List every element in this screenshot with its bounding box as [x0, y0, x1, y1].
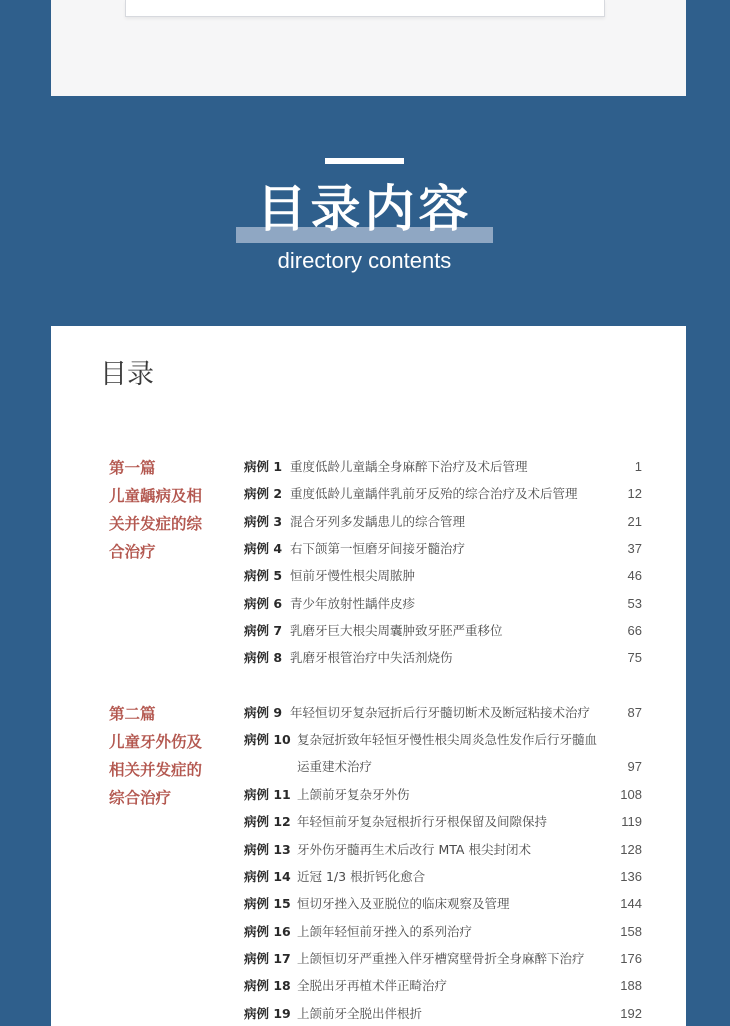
section-title: 目录内容	[256, 180, 473, 238]
case-number: 病例 12	[244, 814, 291, 829]
case-number: 病例 19	[244, 1006, 291, 1021]
case-title: 上颌恒切牙严重挫入伴牙槽窝壁骨折全身麻醉下治疗	[297, 951, 585, 966]
case-number: 病例 16	[244, 924, 291, 939]
case-title: 乳磨牙根管治疗中失活剂烧伤	[290, 650, 453, 665]
case-title: 上颌前牙全脱出伴根折	[297, 1006, 423, 1021]
page-number: 188	[620, 978, 642, 993]
case-number: 病例 11	[244, 787, 291, 802]
page-number: 144	[620, 896, 642, 911]
page-number: 21	[627, 514, 642, 529]
part-label-line: 关并发症的综	[109, 515, 203, 533]
page-number: 1	[634, 459, 642, 474]
page-number: 53	[627, 596, 642, 611]
case-title: 年轻恒切牙复杂冠折后行牙髓切断术及断冠粘接术治疗	[290, 705, 591, 720]
case-number: 病例 17	[244, 951, 291, 966]
toc-card	[51, 326, 686, 1026]
case-number: 病例 15	[244, 896, 291, 911]
case-title: 右下颌第一恒磨牙间接牙髓治疗	[290, 541, 466, 556]
case-title: 恒前牙慢性根尖周脓肿	[290, 568, 416, 583]
page-number: 158	[620, 924, 642, 939]
page-number: 46	[627, 568, 642, 583]
page-number: 136	[620, 869, 642, 884]
case-title: 上颌年轻恒前牙挫入的系列治疗	[297, 924, 473, 939]
part-label-line: 相关并发症的	[109, 761, 203, 779]
case-title: 青少年放射性龋伴皮疹	[290, 596, 416, 611]
page-number: 97	[627, 759, 642, 774]
part-label-line: 第二篇	[109, 705, 156, 723]
page-number: 108	[620, 787, 642, 802]
case-title: 近冠 1/3 根折钙化愈合	[297, 869, 426, 884]
case-title: 上颌前牙复杂牙外伤	[297, 787, 410, 802]
case-number: 病例 18	[244, 978, 291, 993]
case-number: 病例 6	[244, 596, 283, 611]
case-number: 病例 13	[244, 842, 291, 857]
case-number: 病例 3	[244, 514, 283, 529]
case-title: 复杂冠折致年轻恒牙慢性根尖周炎急性发作后行牙髓血	[297, 732, 598, 747]
part-label-line: 儿童牙外伤及	[109, 733, 203, 751]
page-number: 66	[627, 623, 642, 638]
page-number: 12	[627, 486, 642, 501]
case-number: 病例 2	[244, 486, 283, 501]
case-title: 全脱出牙再植术伴正畸治疗	[297, 978, 448, 993]
part-label-line: 合治疗	[109, 543, 156, 561]
case-number: 病例 8	[244, 650, 283, 665]
part-label-line: 第一篇	[109, 459, 156, 477]
case-number: 病例 5	[244, 568, 283, 583]
case-number: 病例 14	[244, 869, 291, 884]
page-number: 128	[620, 842, 642, 857]
page-number: 176	[620, 951, 642, 966]
case-title: 牙外伤牙髓再生术后改行 MTA 根尖封闭术	[297, 842, 531, 857]
case-title: 重度低龄儿童龋全身麻醉下治疗及术后管理	[290, 459, 528, 474]
header-accent-line	[325, 158, 404, 164]
case-number: 病例 9	[244, 705, 283, 720]
case-number: 病例 1	[244, 459, 283, 474]
page-number: 192	[620, 1006, 642, 1021]
case-title-continued: 运重建术治疗	[297, 759, 373, 774]
page-number: 119	[621, 814, 642, 829]
case-number: 病例 10	[244, 732, 291, 747]
toc-entry[interactable]	[244, 731, 642, 777]
part-label-line: 综合治疗	[109, 789, 172, 807]
previous-page-sheet	[125, 0, 605, 17]
case-number: 病例 4	[244, 541, 283, 556]
part-label-line: 儿童龋病及相	[109, 487, 203, 505]
case-title: 乳磨牙巨大根尖周囊肿致牙胚严重移位	[290, 623, 503, 638]
case-title: 年轻恒前牙复杂冠根折行牙根保留及间隙保持	[297, 814, 548, 829]
page-number: 87	[627, 705, 642, 720]
case-title: 重度低龄儿童龋伴乳前牙反殆的综合治疗及术后管理	[290, 486, 578, 501]
page-number: 75	[627, 650, 642, 665]
case-number: 病例 7	[244, 623, 283, 638]
toc-heading: 目录	[100, 359, 154, 390]
page-number: 37	[627, 541, 642, 556]
section-subtitle: directory contents	[277, 248, 452, 273]
part-label-2	[109, 700, 219, 812]
part-label-1	[109, 454, 219, 566]
previous-page-card	[51, 0, 686, 96]
case-title: 混合牙列多发龋患儿的综合管理	[290, 514, 466, 529]
case-title: 恒切牙挫入及亚脱位的临床观察及管理	[297, 896, 510, 911]
